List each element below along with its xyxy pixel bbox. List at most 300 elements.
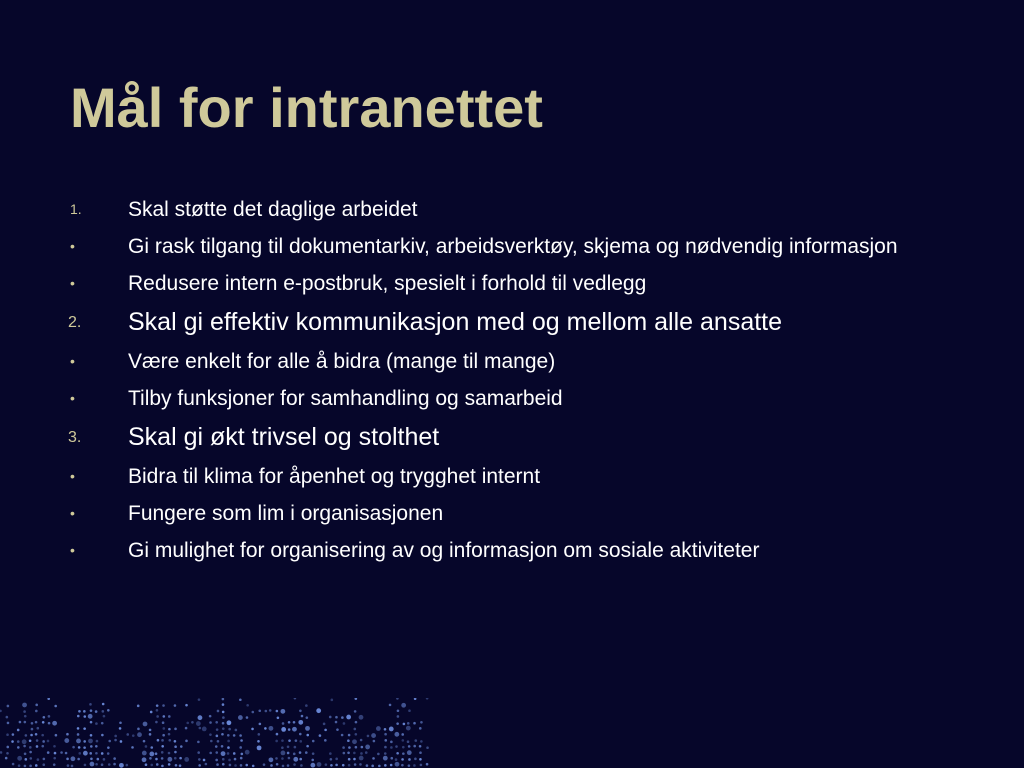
decoration-dot — [269, 726, 274, 731]
decoration-dot — [145, 745, 148, 748]
decoration-dot — [119, 727, 122, 730]
decoration-dot — [384, 728, 387, 731]
decoration-dot — [137, 705, 140, 708]
decoration-dot — [67, 764, 70, 767]
decoration-dot — [323, 723, 326, 726]
decoration-dot — [330, 758, 333, 761]
decoration-dot — [198, 758, 201, 761]
decoration-dot — [29, 751, 32, 754]
decoration-dot — [241, 753, 244, 756]
decoration-dot — [97, 758, 100, 761]
decoration-dot — [335, 716, 338, 719]
decoration-dot — [294, 746, 297, 749]
decoration-dot — [312, 752, 315, 755]
decoration-dot — [29, 746, 32, 749]
decoration-dot — [23, 745, 26, 748]
decoration-dot — [240, 757, 243, 760]
decoration-dot — [245, 764, 248, 767]
decoration-dot — [407, 740, 410, 743]
decoration-dot — [419, 727, 422, 730]
decoration-dot — [179, 764, 182, 767]
decoration-dot — [234, 764, 237, 767]
decoration-dot — [300, 764, 303, 767]
decoration-dot — [394, 732, 399, 737]
decoration-dot — [7, 705, 10, 708]
decoration-dot — [343, 752, 346, 755]
decoration-dot — [185, 740, 188, 743]
list-item — [68, 271, 948, 296]
decoration-dot — [384, 746, 387, 749]
decoration-dot — [354, 710, 357, 713]
decoration-dot — [155, 752, 158, 755]
decoration-dot — [120, 740, 123, 743]
decoration-dot — [301, 715, 304, 718]
decoration-dot — [346, 715, 351, 720]
decoration-dot — [168, 752, 171, 755]
decoration-dot — [35, 710, 38, 713]
decoration-dot — [222, 758, 225, 761]
decoration-dot — [384, 739, 387, 742]
decoration-dot — [83, 715, 86, 718]
decoration-dot — [288, 721, 291, 724]
decoration-dot — [217, 740, 220, 743]
decoration-dot — [408, 709, 411, 712]
decoration-dot — [145, 763, 148, 766]
decoration-dot — [325, 763, 328, 766]
decoration-dot — [342, 764, 345, 767]
decoration-dot — [150, 746, 153, 749]
decoration-dot — [107, 752, 110, 755]
decoration-dot — [90, 734, 93, 737]
decoration-dot — [240, 739, 243, 742]
decoration-dot — [280, 709, 285, 714]
decoration-dot — [413, 764, 416, 767]
decoration-dot — [76, 739, 81, 744]
decoration-dot — [162, 727, 165, 730]
list-item — [68, 464, 948, 489]
decoration-dot — [383, 756, 388, 761]
decoration-dot — [265, 710, 268, 713]
decoration-dot — [12, 733, 15, 736]
decoration-dot — [222, 711, 225, 714]
list-item-text: Redusere intern e-postbruk, spesielt i forhold til vedlegg — [128, 272, 647, 295]
decoration-dot — [406, 726, 411, 731]
decoration-dot — [353, 752, 356, 755]
decoration-dot — [199, 727, 202, 730]
decoration-dot — [299, 733, 302, 736]
decoration-dot — [396, 722, 399, 725]
decoration-dot — [299, 710, 302, 713]
decoration-dot — [281, 727, 286, 732]
decoration-dot — [293, 721, 296, 724]
decoration-dot — [90, 762, 95, 767]
decoration-dot — [217, 710, 220, 713]
decoration-dot — [395, 745, 398, 748]
decoration-dot — [89, 703, 92, 706]
decoration-dot — [156, 704, 159, 707]
decoration-dot — [107, 746, 110, 749]
decoration-dot — [222, 703, 225, 706]
decoration-dot — [397, 709, 400, 712]
decoration-dot — [390, 746, 393, 749]
decoration-dot — [66, 733, 69, 736]
decoration-dot — [239, 746, 242, 749]
decoration-dot — [348, 734, 351, 737]
decoration-dot — [259, 723, 262, 726]
list-item — [68, 197, 948, 222]
decoration-dot — [384, 733, 387, 736]
decoration-dot — [114, 735, 117, 738]
list-number-marker: 1. — [70, 201, 82, 217]
bullet-icon: • — [70, 238, 75, 254]
decoration-dot — [288, 739, 291, 742]
decoration-dot — [347, 751, 350, 754]
decoration-dot — [25, 734, 28, 737]
decoration-dot — [156, 715, 159, 718]
decoration-dot — [36, 745, 39, 748]
decoration-dot — [419, 751, 422, 754]
decoration-dot — [233, 752, 236, 755]
decoration-dot — [384, 764, 387, 767]
decoration-dot — [36, 739, 39, 742]
decoration-dot — [53, 757, 56, 760]
decoration-dot — [83, 710, 86, 713]
decoration-dot — [156, 709, 159, 712]
decoration-dot — [359, 715, 364, 720]
decoration-dot — [246, 704, 249, 707]
decoration-dot — [228, 759, 231, 762]
bullet-icon: • — [70, 468, 75, 484]
decoration-dot — [137, 732, 142, 737]
decoration-dot — [41, 734, 44, 737]
decoration-dot — [360, 739, 363, 742]
decoration-dot — [12, 763, 15, 766]
decoration-dot — [402, 752, 405, 755]
decoration-dot — [6, 746, 9, 749]
list-item — [68, 423, 948, 452]
decoration-dot — [281, 746, 284, 749]
decoration-dot — [184, 757, 189, 762]
decoration-dot — [6, 716, 9, 719]
decoration-dot — [90, 721, 93, 724]
decoration-dot — [239, 698, 242, 701]
list-item-text: Gi rask tilgang til dokumentarkiv, arbeidsverktøy, skjema og nødvendig informasjon — [128, 235, 898, 258]
decoration-dot — [95, 745, 98, 748]
list-item — [68, 386, 948, 411]
decoration-dot — [401, 764, 404, 767]
decoration-dot — [413, 722, 416, 725]
decoration-dot — [288, 757, 291, 760]
decoration-dot — [103, 758, 106, 761]
decoration-dot — [378, 765, 381, 768]
decoration-dot — [83, 727, 86, 730]
decoration-dot — [395, 758, 398, 761]
decoration-dot — [373, 740, 376, 743]
decoration-dot — [157, 739, 160, 742]
decoration-dot — [245, 750, 250, 755]
decoration-dot — [29, 765, 32, 768]
decoration-dot — [64, 738, 69, 743]
decoration-dot — [95, 763, 98, 766]
decoration-dot — [287, 764, 290, 767]
decoration-dot — [149, 729, 152, 732]
decoration-dot — [47, 698, 50, 700]
list-item — [68, 308, 948, 337]
decoration-dot — [83, 751, 88, 756]
decoration-dot — [47, 751, 50, 754]
decoration-dot — [185, 727, 188, 730]
decoration-dot — [202, 726, 207, 731]
decoration-dot — [414, 758, 417, 761]
decoration-dot — [293, 757, 298, 762]
decoration-dot — [37, 727, 40, 730]
decoration-dot — [198, 764, 201, 767]
list-item-text: Skal gi økt trivsel og stolthet — [128, 423, 440, 451]
decoration-dot — [70, 756, 75, 761]
decoration-dot — [174, 704, 177, 707]
decoration-dot — [210, 740, 213, 743]
decoration-dot — [269, 709, 272, 712]
decoration-dot — [83, 746, 86, 749]
decoration-dot — [276, 733, 279, 736]
decoration-dot — [53, 763, 56, 766]
decoration-dot — [24, 765, 27, 768]
decoration-dot — [352, 739, 357, 744]
decoration-dot — [11, 740, 14, 743]
decoration-dot — [55, 734, 58, 737]
decoration-dot — [257, 740, 260, 743]
decoration-dot — [168, 733, 171, 736]
decoration-dot — [78, 746, 81, 749]
decoration-dot — [282, 722, 285, 725]
decoration-dot — [365, 745, 370, 750]
decoration-dot — [174, 728, 177, 731]
decoration-dot — [367, 735, 370, 738]
decoration-dot — [113, 763, 116, 766]
decoration-dot — [216, 735, 219, 738]
decoration-dot — [293, 753, 296, 756]
decoration-dot — [305, 751, 308, 754]
decoration-dot — [419, 745, 422, 748]
decoration-dot — [401, 703, 406, 708]
decoration-dot — [216, 728, 219, 731]
decoration-dot — [372, 757, 375, 760]
decoration-dot — [149, 733, 152, 736]
decoration-dot — [276, 763, 279, 766]
decoration-dot — [43, 716, 46, 719]
decoration-dot — [343, 722, 346, 725]
decoration-dot — [390, 764, 393, 767]
decoration-dot — [179, 757, 182, 760]
decoration-dot — [89, 752, 92, 755]
decoration-dot — [235, 729, 238, 732]
decoration-dot — [407, 722, 410, 725]
decoration-dot — [222, 698, 225, 700]
decoration-dot — [155, 758, 158, 761]
decoration-dot — [359, 763, 362, 766]
decoration-dot — [180, 745, 183, 748]
decoration-dot — [30, 734, 33, 737]
decoration-dot — [288, 728, 291, 731]
decoration-dot — [0, 751, 2, 754]
decoration-dot — [233, 734, 236, 737]
decoration-dot — [43, 758, 46, 761]
bullet-icon: • — [70, 390, 75, 406]
decoration-dot — [227, 720, 232, 725]
decoration-dot — [222, 763, 225, 766]
decoration-dot — [0, 710, 2, 713]
decoration-dot — [396, 752, 399, 755]
decoration-dot — [413, 745, 416, 748]
decoration-dot — [35, 704, 38, 707]
decoration-dot — [420, 721, 423, 724]
decoration-dot — [196, 721, 201, 726]
decoration-dot — [35, 764, 38, 767]
decoration-dot — [71, 765, 74, 768]
decoration-dot — [292, 727, 297, 732]
decoration-dot — [221, 745, 224, 748]
decoration-dot — [366, 764, 369, 767]
decoration-dot — [293, 763, 296, 766]
decoration-dot — [101, 752, 104, 755]
decoration-dot — [77, 758, 80, 761]
decoration-dot — [72, 746, 75, 749]
decoration-dot — [150, 711, 153, 714]
decoration-dot — [31, 722, 34, 725]
decoration-dot — [101, 734, 104, 737]
decoration-dot — [77, 733, 80, 736]
decoration-dot — [209, 721, 212, 724]
decoration-dot — [162, 704, 165, 707]
decoration-dot — [376, 726, 381, 731]
decoration-dot — [319, 734, 322, 737]
list-item — [68, 501, 948, 526]
decoration-dot — [324, 729, 327, 732]
decoration-dot — [174, 745, 177, 748]
decoration-dot — [77, 715, 80, 718]
decoration-dot — [168, 715, 171, 718]
decoration-dot — [6, 752, 9, 755]
decoration-dot — [162, 734, 165, 737]
decoration-dot — [305, 704, 308, 707]
decoration-dot — [7, 722, 10, 725]
decoration-dot — [287, 746, 290, 749]
decoration-dot — [143, 740, 146, 743]
decoration-dot — [215, 721, 218, 724]
decoration-dot — [263, 763, 266, 766]
decoration-dot — [401, 733, 404, 736]
decoration-dot — [312, 740, 315, 743]
decoration-dot — [96, 740, 99, 743]
decoration-dot — [42, 740, 45, 743]
decoration-dot — [174, 740, 177, 743]
decoration-dot — [414, 739, 417, 742]
decoration-dot — [276, 710, 279, 713]
decoration-dot — [119, 721, 122, 724]
decoration-dot — [287, 752, 290, 755]
decoration-dot — [257, 745, 262, 750]
decoration-dot — [282, 765, 285, 768]
bullet-icon: • — [70, 505, 75, 521]
decoration-dot — [54, 752, 57, 755]
decoration-dot — [377, 753, 380, 756]
decoration-dot — [205, 763, 208, 766]
decoration-dot — [209, 715, 212, 718]
decoration-dot — [88, 739, 93, 744]
decoration-dot — [191, 721, 194, 724]
decoration-dot — [389, 704, 392, 707]
decoration-dot — [365, 751, 368, 754]
decoration-dot — [252, 765, 255, 768]
decoration-dot — [78, 710, 81, 713]
decoration-dot — [310, 763, 315, 768]
list-item — [68, 234, 948, 259]
decoration-dot — [126, 733, 129, 736]
decoration-dot — [215, 751, 218, 754]
decoration-dot — [298, 720, 303, 725]
decoration-dot — [103, 715, 106, 718]
decoration-dot — [95, 752, 98, 755]
decoration-dot — [142, 757, 147, 762]
decoration-dot — [215, 745, 218, 748]
decoration-dot — [90, 709, 93, 712]
decoration-dot — [90, 745, 93, 748]
decoration-dot — [348, 758, 351, 761]
list-item-text: Bidra til klima for åpenhet og trygghet internt — [128, 465, 541, 488]
decoration-dot — [65, 752, 68, 755]
decoration-dot — [156, 763, 159, 766]
decoration-dot — [60, 751, 63, 754]
decoration-dot — [209, 752, 212, 755]
decoration-dot — [102, 703, 105, 706]
decoration-dot — [336, 728, 339, 731]
decoration-dot — [258, 733, 261, 736]
decoration-dot — [185, 704, 188, 707]
decoration-dot — [371, 733, 376, 738]
decoration-dot — [161, 745, 164, 748]
decoration-dot — [22, 703, 27, 708]
decoration-dot — [108, 763, 111, 766]
decoration-dot — [114, 739, 117, 742]
decoration-dot — [420, 740, 423, 743]
decoration-dot — [414, 698, 417, 700]
decoration-dot — [270, 764, 273, 767]
decoration-dot — [281, 751, 286, 756]
decoration-dot — [19, 721, 22, 724]
decoration-dot — [101, 763, 104, 766]
decoration-dot — [355, 733, 358, 736]
decoration-dot — [355, 746, 358, 749]
decoration-dot — [126, 764, 129, 767]
decoration-dot — [360, 752, 363, 755]
decoration-dot — [54, 705, 57, 708]
decoration-dot — [42, 721, 45, 724]
decoration-dot — [275, 757, 278, 760]
decoration-dot — [221, 733, 224, 736]
decoration-dot — [42, 763, 45, 766]
decoration-dot — [203, 759, 206, 762]
decoration-dot — [78, 752, 81, 755]
decoration-dot — [316, 708, 321, 713]
decoration-dot — [295, 739, 298, 742]
decoration-dot — [149, 757, 152, 760]
decoration-dot — [142, 751, 147, 756]
decoration-dot — [420, 764, 423, 767]
decoration-dot — [77, 727, 80, 730]
decoration-dot — [251, 711, 254, 714]
decoration-dot — [353, 758, 356, 761]
decoration-dot — [311, 759, 314, 762]
